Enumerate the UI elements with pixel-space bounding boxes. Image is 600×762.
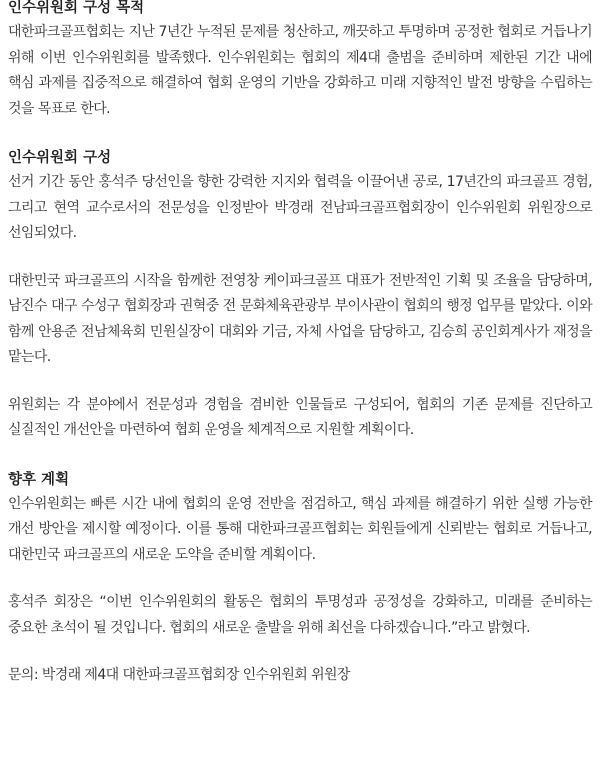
section-heading-purpose: 인수위원회 구성 목적 <box>8 0 145 16</box>
article-body <box>8 0 592 689</box>
section-heading-future-plans: 향후 계획 <box>8 471 70 488</box>
paragraph-committee-role: 위원회는 각 분야에서 전문성과 경험을 겸비한 인물들로 구성되어, 협회의 기존 문제를 진단하고 실질적인 개선안을 마련하여 협회 운영을 체계적으로 지원할 계획이다. <box>8 396 592 438</box>
paragraph-quote: 홍석주 회장은 “이번 인수위원회의 활동은 협회의 투명성과 공정성을 강화하고, 미래를 준비하는 중요한 초석이 될 것입니다. 협회의 새로운 출발을 위해 최선을 다하겠습니다.”라고 밝혔다. <box>8 594 592 636</box>
paragraph-contact: 문의: 박경래 제4대 대한파크골프협회장 인수위원회 위원장 <box>8 667 350 683</box>
paragraph-purpose: 대한파크골프협회는 지난 7년간 누적된 문제를 청산하고, 깨끗하고 투명하며 공정한 협회로 거듭나기 위해 이번 인수위원회를 발족했다. 인수위원회는 협회의 제4대 출범을 준비하며 제한된 기간 내에 핵심 과제를 집중적으로 해결하여 협회 운영의 기반을 강화하고 미래 지향적인 발전 방향을 수립하는 것을 목표로 한다. <box>8 24 592 117</box>
paragraph-members: 대한민국 파크골프의 시작을 함께한 전영창 케이파크골프 대표가 전반적인 기획 및 조율을 담당하며, 남진수 대구 수성구 협회장과 권혁중 전 문화체육관광부 부이사관이 협회의 행정 업무를 맡았다. 이와 함께 안용준 전남체육회 민원실장이 대회와 기금, 자체 사업을 담당하고, 김승희 공인회계사가 재정을 맡는다. <box>8 272 592 365</box>
paragraph-chairman: 선거 기간 동안 홍석주 당선인을 향한 강력한 지지와 협력을 이끌어낸 공로, 17년간의 파크골프 경험, 그리고 현역 교수로서의 전문성을 인정받아 박경래 전남파크골프협회장이 인수위원회 위원장으로 선임되었다. <box>8 174 592 241</box>
paragraph-plans: 인수위원회는 빠른 시간 내에 협회의 운영 전반을 점검하고, 핵심 과제를 해결하기 위한 실행 가능한 개선 방안을 제시할 예정이다. 이를 통해 대한파크골프협회는 회원들에게 신뢰받는 협회로 거듭나고, 대한민국 파크골프의 새로운 도약을 준비할 계획이다. <box>8 495 592 563</box>
section-heading-composition: 인수위원회 구성 <box>8 150 112 166</box>
